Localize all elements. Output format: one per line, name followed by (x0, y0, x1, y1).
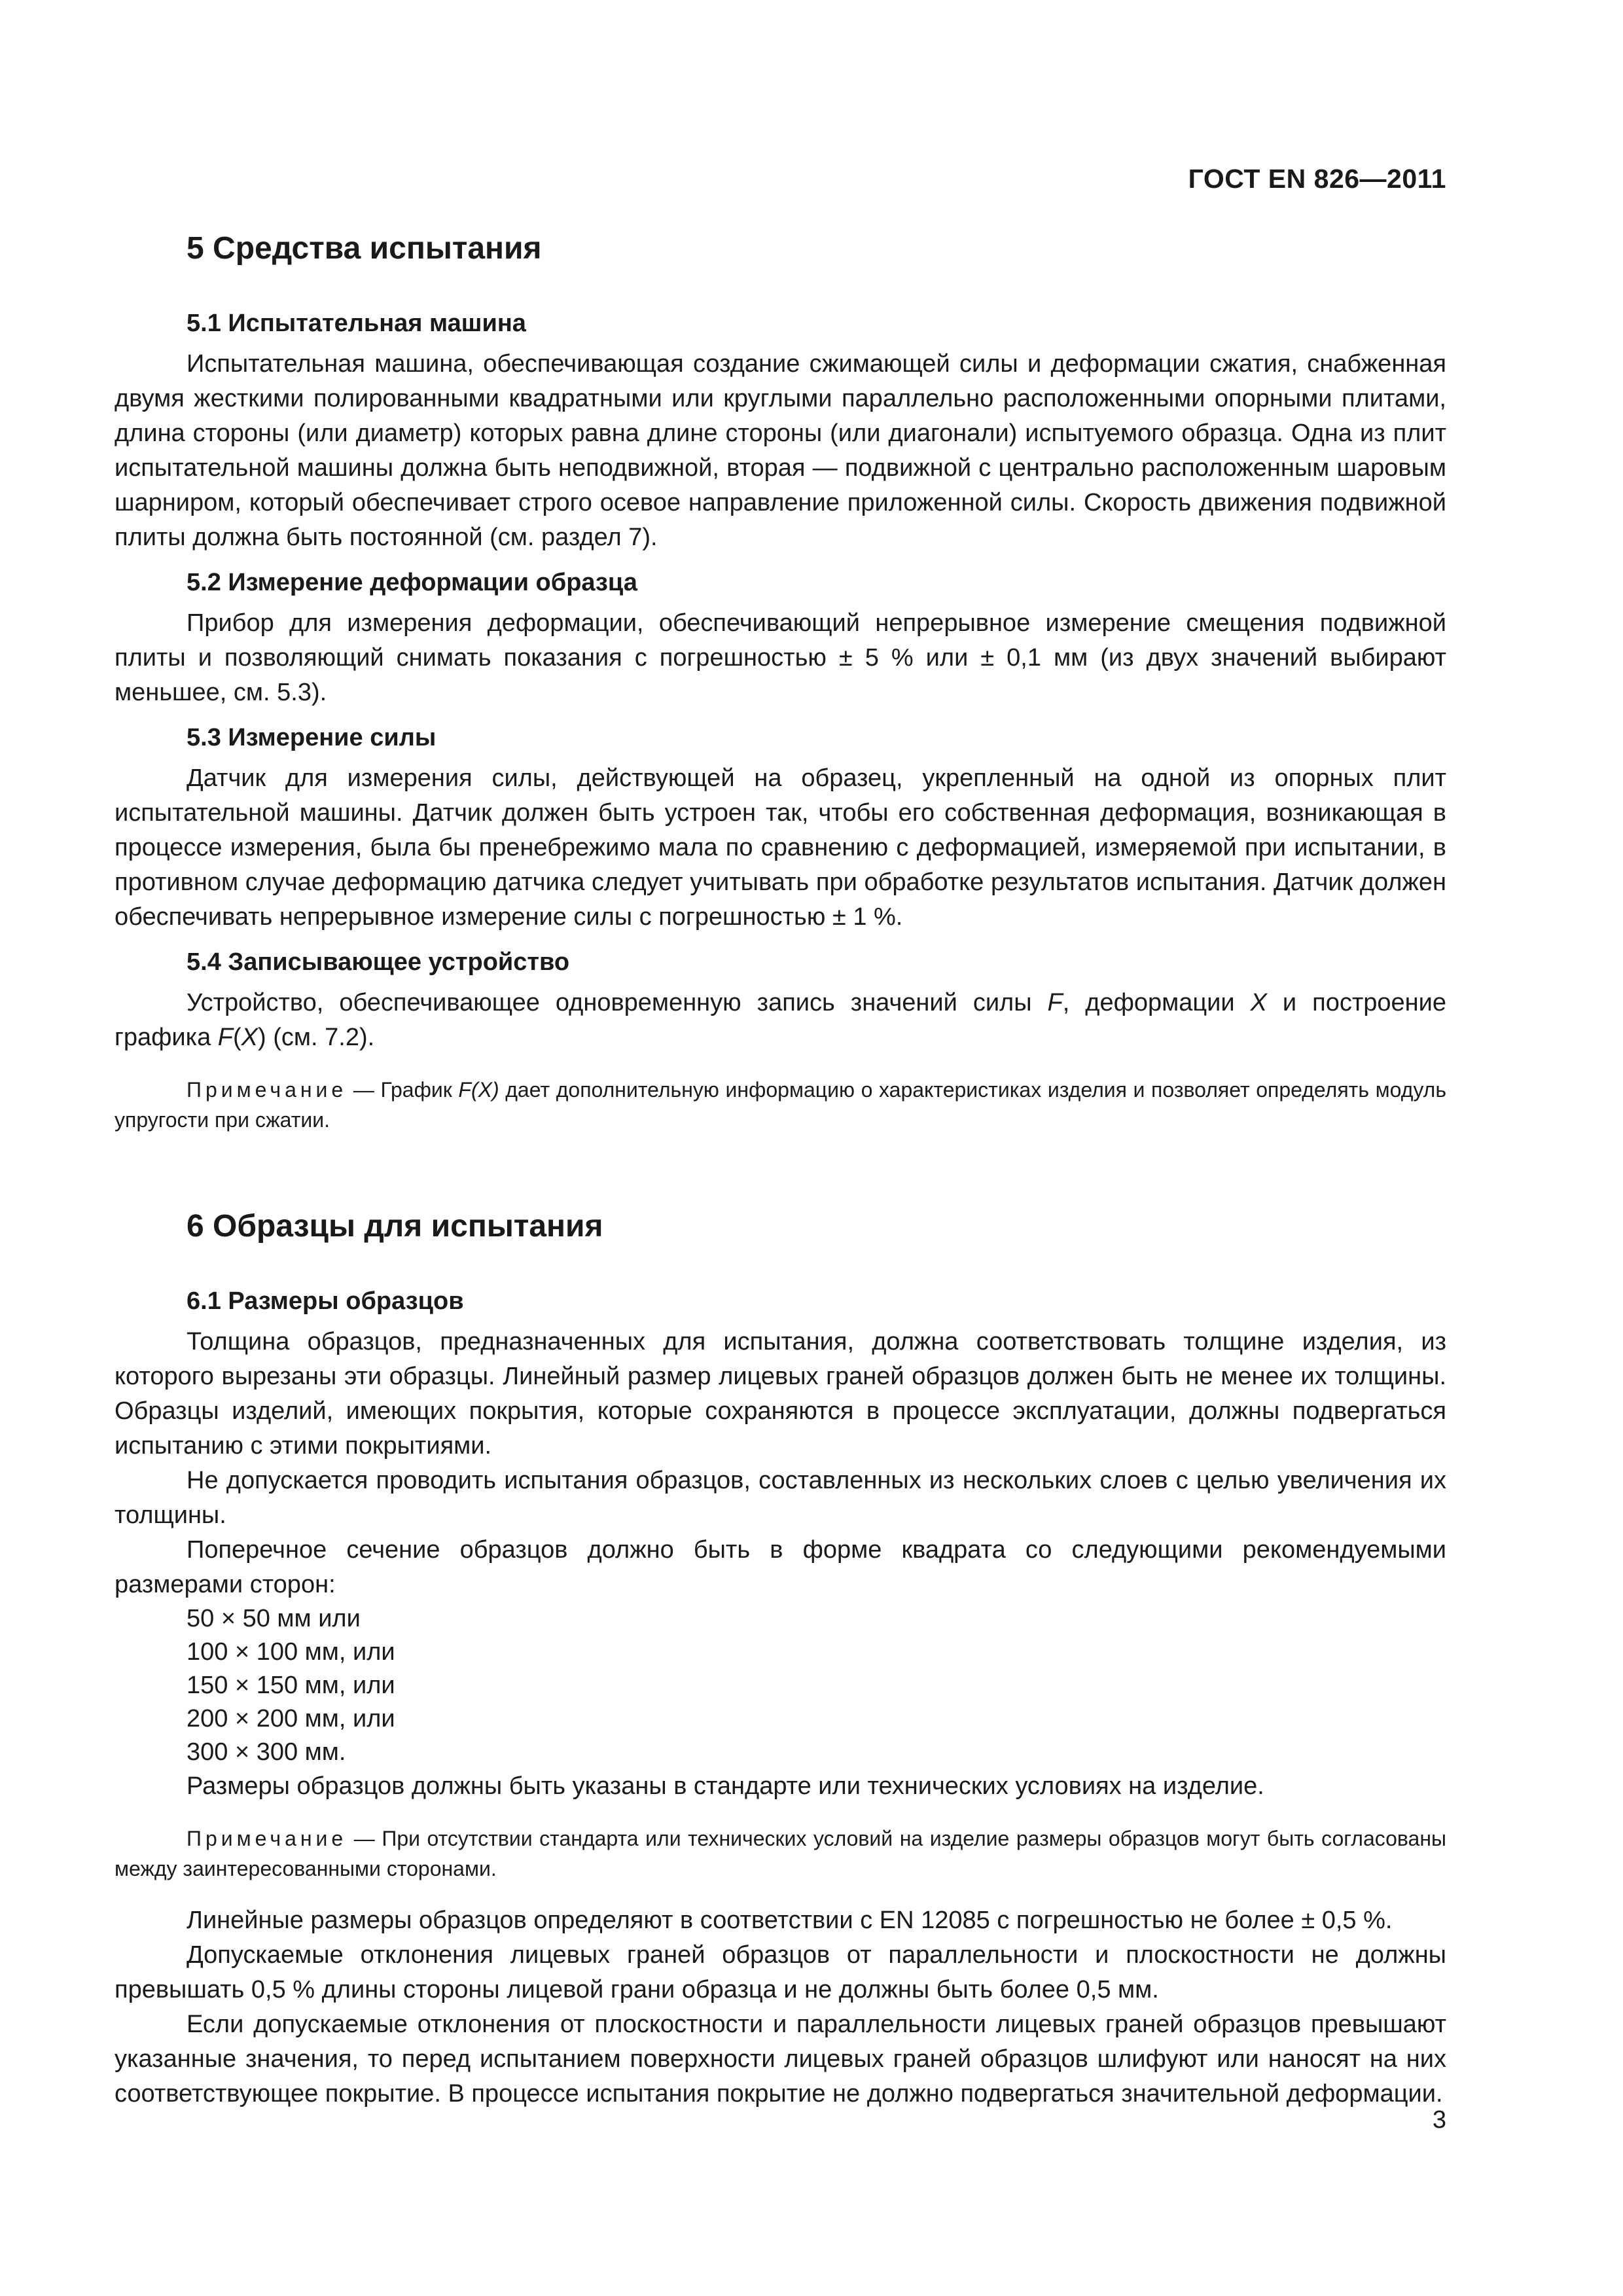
symbol-x: X (1250, 989, 1267, 1016)
section-6-1-paragraph-2: Не допускается проводить испытания образцов, составленных из нескольких слоев с целью увеличения их толщины. (115, 1467, 1446, 1529)
note-text: дает дополнительную информацию о характеристиках изделия и позволяет определять модуль упругости при сжатии. (115, 1078, 1447, 1132)
list-item: 100 × 100 мм, или (187, 1638, 395, 1666)
list-item: 150 × 150 мм, или (187, 1672, 395, 1699)
page-number: 3 (1432, 2106, 1446, 2134)
section-6-1-title: 6.1 Размеры образцов (187, 1287, 464, 1315)
note-text: — При отсутствии стандарта или технических условий на изделие размеры образцов могут быть согласованы между заинтересованными сторонами. (115, 1827, 1446, 1880)
section-5-4-note (115, 1075, 1446, 1135)
note-fx: F(X) (458, 1078, 499, 1102)
section-5-3-paragraph: Датчик для измерения силы, действующей на образец, укрепленный на одной из опорных плит испытательной машины. Датчик должен быть устроен так, чтобы его собственная деформация, возникающая в процессе измерения, была бы пренебрежимо мала по сравнению с деформацией, измеряемой при испытании, в противном случае деформацию датчика следует учитывать при обработке результатов испытания. Датчик должен обеспечивать непрерывное измерение силы с погрешностью ± 1 %. (115, 764, 1446, 931)
document-page (115, 0, 1446, 2296)
section-5-title: 5 Средства испытания (187, 231, 542, 266)
note-text: — График (347, 1078, 459, 1102)
section-5-3-title: 5.3 Измерение силы (187, 724, 437, 751)
p-text: ) (см. 7.2). (258, 1024, 375, 1051)
document-id-header: ГОСТ EN 826—2011 (1188, 164, 1446, 194)
section-6-1-note (115, 1823, 1446, 1884)
p-text: Устройство, обеспечивающее одновременную запись значений силы (187, 989, 1048, 1016)
symbol-f: F (1047, 989, 1063, 1016)
list-item: 300 × 300 мм. (187, 1738, 346, 1766)
section-5-4-title: 5.4 Записывающее устройство (187, 948, 570, 976)
note-label: Примечание (187, 1827, 348, 1850)
section-6-1-paragraph-3: Поперечное сечение образцов должно быть в форме квадрата со следующими рекомендуемыми размерами сторон: (115, 1536, 1446, 1598)
section-5-1-title: 5.1 Испытательная машина (187, 310, 526, 337)
section-6-title: 6 Образцы для испытания (187, 1209, 603, 1244)
note-label: Примечание (187, 1078, 348, 1102)
p-text: и построение графика (115, 989, 1446, 1051)
p-text: , деформации (1062, 989, 1251, 1016)
section-6-1-paragraph-4: Размеры образцов должны быть указаны в стандарте или технических условиях на изделие. (187, 1772, 1264, 1800)
list-item: 50 × 50 мм или (187, 1605, 361, 1632)
section-5-1-paragraph: Испытательная машина, обеспечивающая создание сжимающей силы и деформации сжатия, снабженная двумя жесткими полированными квадратными или круглыми параллельно расположенными опорными плитами, длина стороны (или диаметр) которых равна длине стороны (или диагонали) испытуемого образца. Одна из плит испытательной машины должна быть неподвижной, вторая — подвижной с центрально расположенным шаровым шарниром, который обеспечивает строго осевое направление приложенной силы. Скорость движения подвижной плиты должна быть постоянной (см. раздел 7). (115, 350, 1446, 551)
section-6-1-paragraph-1: Толщина образцов, предназначенных для испытания, должна соответствовать толщине изделия, из которого вырезаны эти образцы. Линейный размер лицевых граней образцов должен быть не менее их толщины. Образцы изделий, имеющих покрытия, которые сохраняются в процессе эксплуатации, должны подвергаться испытанию с этими покрытиями. (115, 1328, 1446, 1460)
sizes-list (115, 1602, 1446, 1769)
section-5-2-paragraph: Прибор для измерения деформации, обеспечивающий непрерывное измерение смещения подвижной плиты и позволяющий снимать показания с погрешностью ± 5 % или ± 0,1 мм (из двух значений выбирают меньшее, см. 5.3). (115, 609, 1446, 706)
section-5-2-title: 5.2 Измерение деформации образца (187, 569, 637, 596)
p-text: ( (233, 1024, 241, 1051)
section-6-1-paragraph-7: Если допускаемые отклонения от плоскостности и параллельности лицевых граней образцов превышают указанные значения, то перед испытанием поверхности лицевых граней образцов шлифуют или наносят на них соответствующее покрытие. В процессе испытания покрытие не должно подвергаться значительной деформации. (115, 2011, 1446, 2108)
section-6-1-paragraph-5: Линейные размеры образцов определяют в соответствии с EN 12085 с погрешностью не более ± 0,5 %. (187, 1907, 1393, 1934)
document-body (115, 229, 1446, 2111)
section-5-4-paragraph (115, 986, 1446, 1055)
symbol-x: X (241, 1024, 259, 1051)
section-6-1-paragraph-6: Допускаемые отклонения лицевых граней образцов от параллельности и плоскостности не должны превышать 0,5 % длины стороны лицевой грани образца и не должны быть более 0,5 мм. (115, 1941, 1446, 2003)
symbol-f: F (217, 1024, 233, 1051)
list-item: 200 × 200 мм, или (187, 1705, 395, 1732)
